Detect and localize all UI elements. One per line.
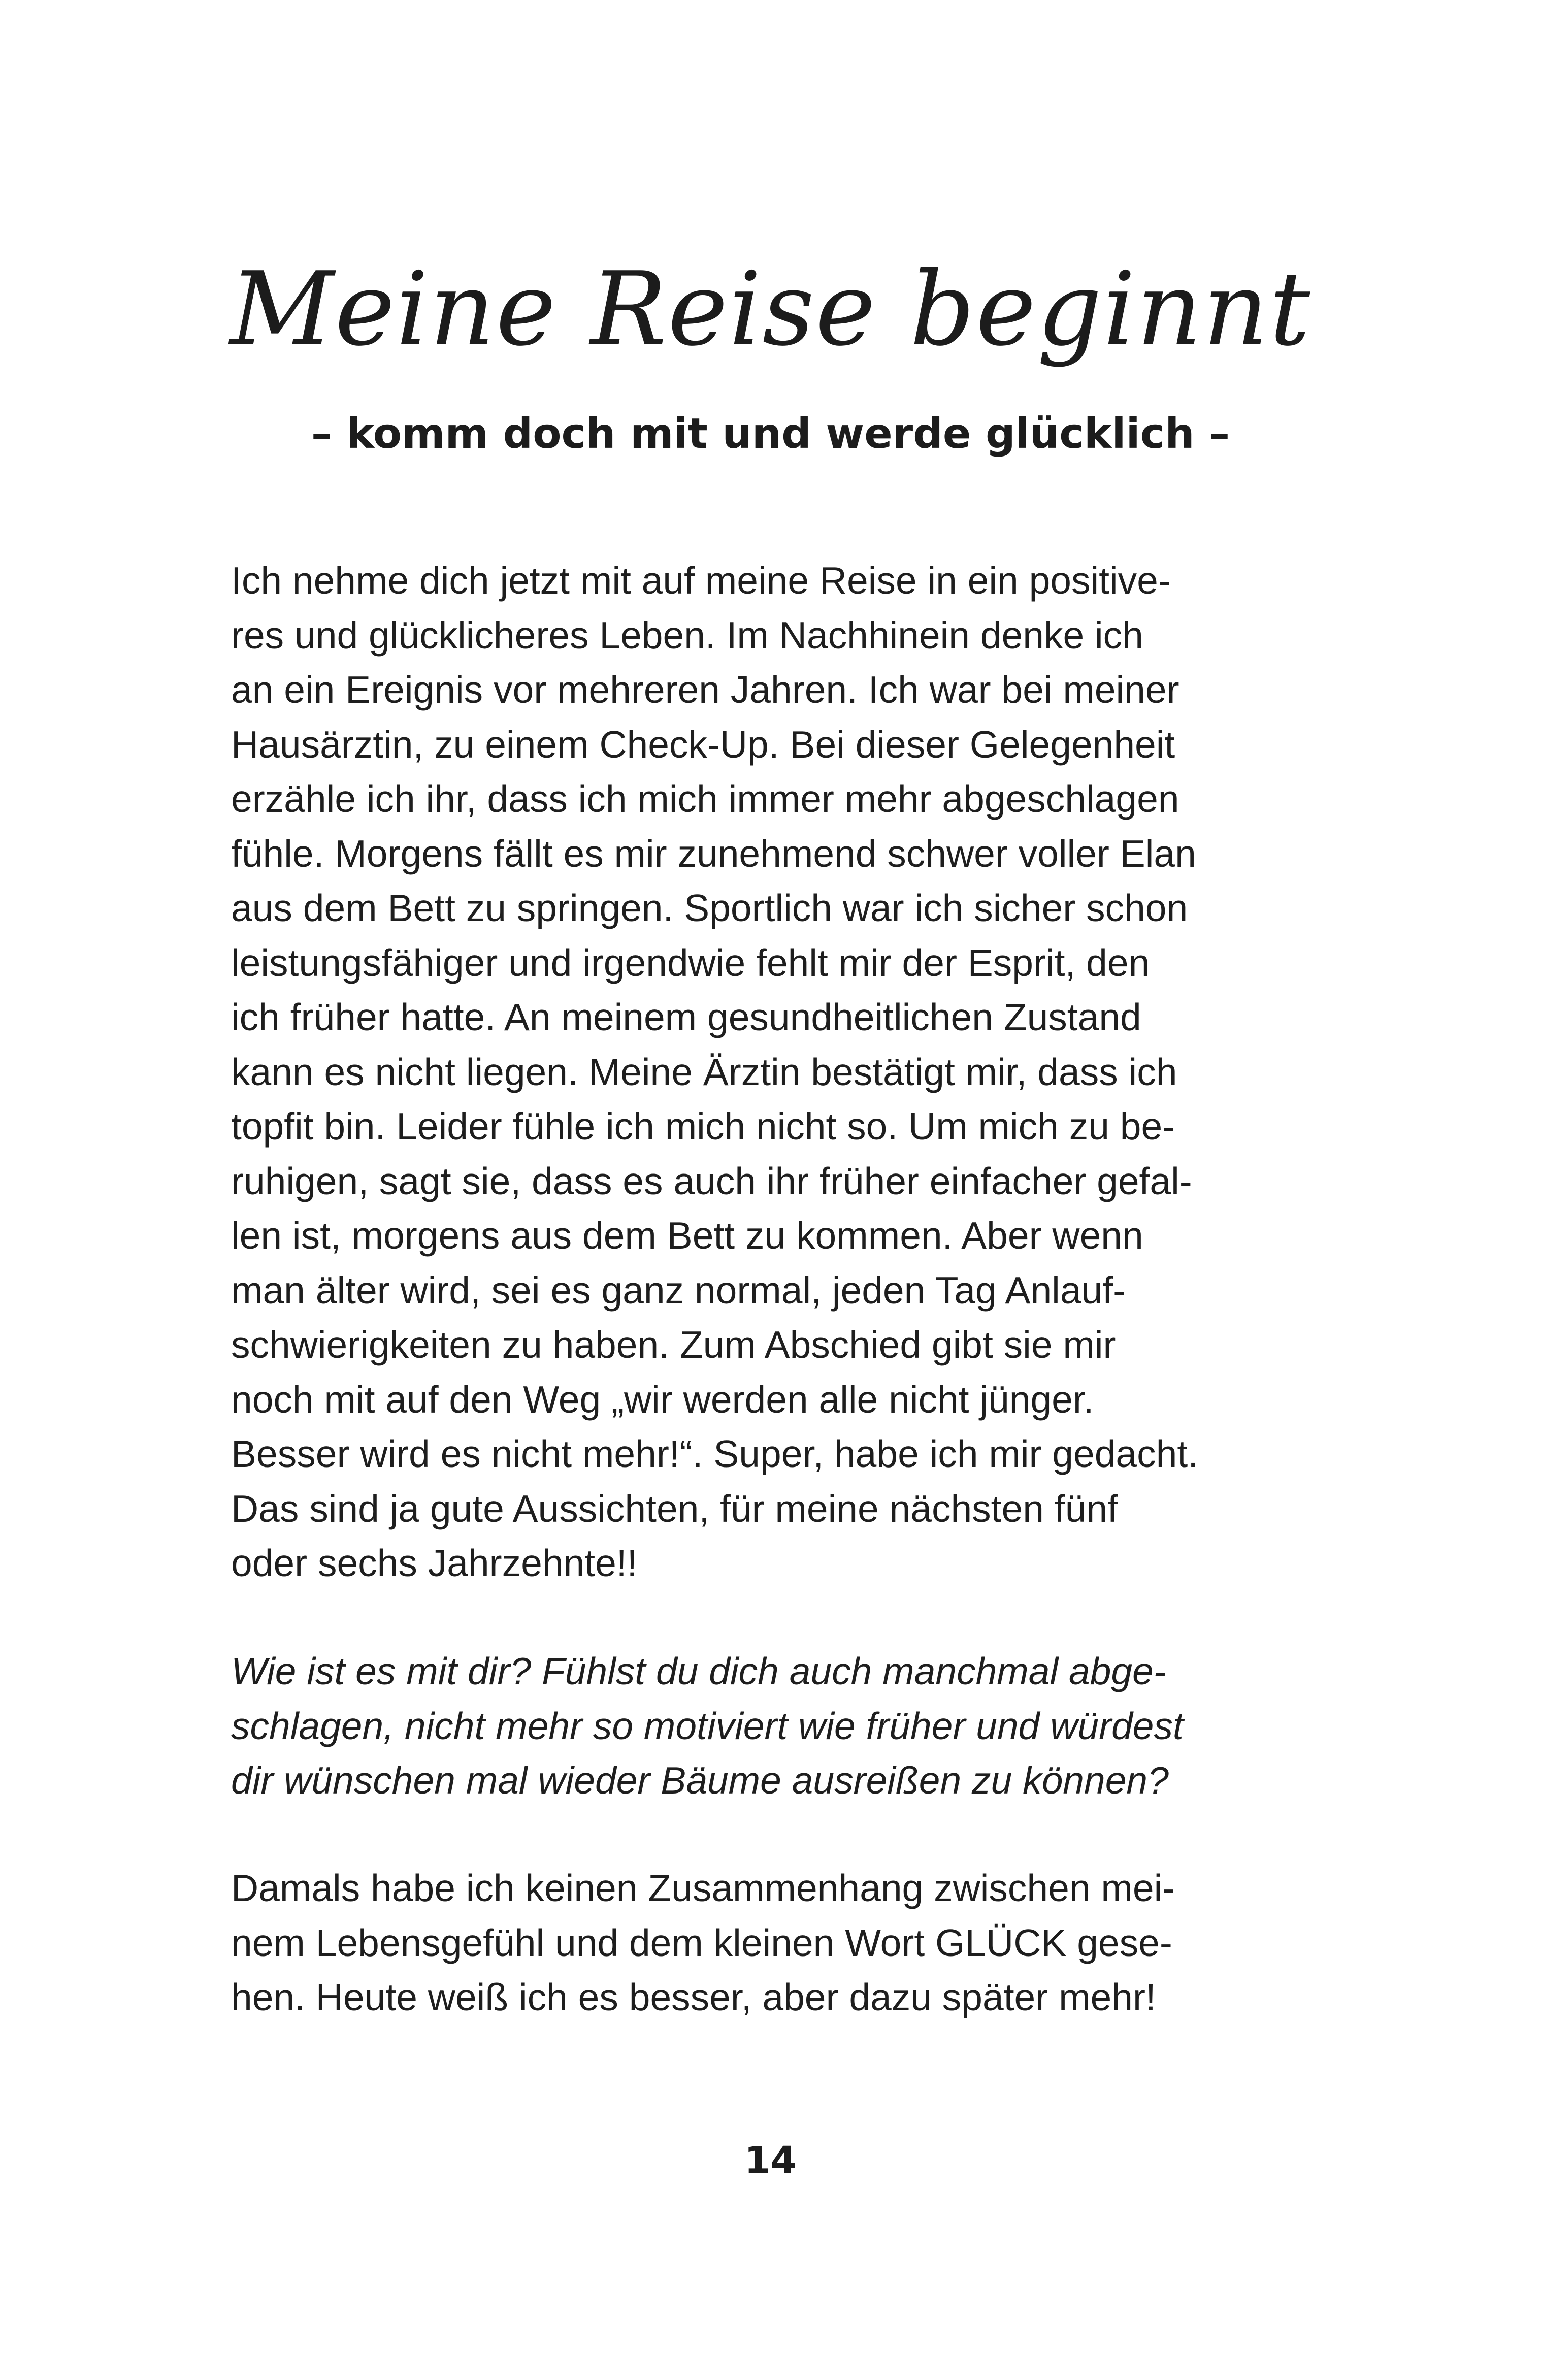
- page-number: 14: [744, 2139, 797, 2182]
- text-line: res und glücklicheres Leben. Im Nachhinein denke ich: [231, 613, 1143, 657]
- text-line: erzähle ich ihr, dass ich mich immer mehr abgeschlagen: [231, 777, 1179, 820]
- text-line: ruhigen, sagt sie, dass es auch ihr früher einfacher gefal-: [231, 1159, 1192, 1202]
- text-line: Besser wird es nicht mehr!“. Super, habe ich mir gedacht.: [231, 1432, 1199, 1475]
- text-line: schlagen, nicht mehr so motiviert wie früher und würdest: [231, 1704, 1184, 1747]
- text-line: kann es nicht liegen. Meine Ärztin bestätigt mir, dass ich: [231, 1050, 1177, 1093]
- text-line: Damals habe ich keinen Zusammenhang zwischen mei-: [231, 1867, 1175, 1909]
- text-line: leistungsfähiger und irgendwie fehlt mir der Esprit, den: [231, 941, 1150, 984]
- text-line: Hausärztin, zu einem Check-Up. Bei dieser Gelegenheit: [231, 723, 1175, 766]
- chapter-title: Meine Reise beginnt: [229, 250, 1312, 369]
- chapter-subtitle: – komm doch mit und werde glücklich –: [311, 410, 1230, 458]
- text-line: len ist, morgens aus dem Bett zu kommen. Aber wenn: [231, 1214, 1143, 1257]
- text-line: hen. Heute weiß ich es besser, aber dazu später mehr!: [231, 1976, 1156, 2018]
- body-paragraph-1: [231, 553, 1257, 1591]
- text-line: man älter wird, sei es ganz normal, jeden Tag Anlauf-: [231, 1268, 1126, 1312]
- text-line: dir wünschen mal wieder Bäume ausreißen zu können?: [231, 1759, 1169, 1802]
- text-line: schwierigkeiten zu haben. Zum Abschied gibt sie mir: [231, 1323, 1116, 1366]
- italic-question-paragraph: [231, 1644, 1257, 1808]
- text-line: Ich nehme dich jetzt mit auf meine Reise in ein positive-: [231, 559, 1171, 602]
- text-line: noch mit auf den Weg „wir werden alle nicht jünger.: [231, 1378, 1094, 1421]
- text-line: ich früher hatte. An meinem gesundheitlichen Zustand: [231, 996, 1141, 1038]
- text-line: an ein Ereignis vor mehreren Jahren. Ich war bei meiner: [231, 668, 1179, 711]
- body-paragraph-3: [231, 1861, 1257, 2025]
- text-line: Wie ist es mit dir? Fühlst du dich auch manchmal abge-: [231, 1650, 1166, 1692]
- text-line: aus dem Bett zu springen. Sportlich war ich sicher schon: [231, 887, 1188, 929]
- text-line: Das sind ja gute Aussichten, für meine nächsten fünf: [231, 1487, 1118, 1530]
- text-line: oder sechs Jahrzehnte!!: [231, 1542, 638, 1584]
- text-line: topfit bin. Leider fühle ich mich nicht so. Um mich zu be-: [231, 1105, 1175, 1148]
- text-line: nem Lebensgefühl und dem kleinen Wort GLÜCK gese-: [231, 1921, 1172, 1964]
- text-line: fühle. Morgens fällt es mir zunehmend schwer voller Elan: [231, 832, 1196, 875]
